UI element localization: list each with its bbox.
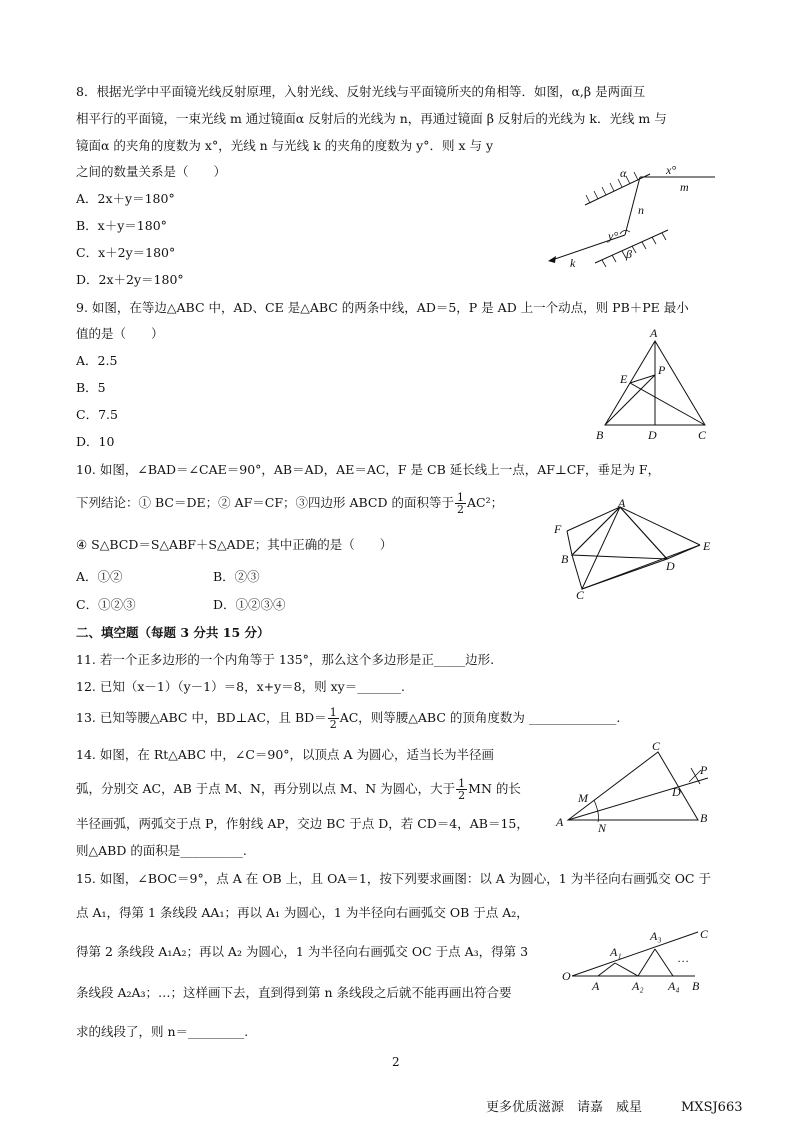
q14-label-b: B <box>700 811 708 825</box>
q8-label-alpha: α <box>620 166 627 180</box>
q14-label-c: C <box>652 739 661 753</box>
q8-line1: 8．根据光学中平面镜光线反射原理，入射光线、反射光线与平面镜所夹的角相等．如图，α,β 是两面互 <box>76 84 646 99</box>
q14-label-m: M <box>578 791 588 805</box>
q9-label-d: D <box>648 428 657 442</box>
page-number: 2 <box>392 1055 400 1069</box>
q8-line4: 之间的数量关系是（ ） <box>76 164 227 179</box>
q10-frac-top: 1 <box>457 491 464 504</box>
section-fill-in-title: 二、填空题（每题 3 分共 15 分） <box>76 625 270 640</box>
q8-label-n: n <box>638 203 644 217</box>
q10-option-d: D．①②③④ <box>213 597 286 612</box>
q8-option-c: C．x＋2y＝180° <box>76 245 176 260</box>
q8-line3: 镜面α 的夹角的度数为 x°，光线 n 与光线 k 的夹角的度数为 y°．则 x 与 y <box>76 138 494 153</box>
q10-label-d: D <box>666 559 675 573</box>
q14-line2-post: MN 的长 <box>468 781 521 796</box>
q10-label-a: A <box>618 496 626 510</box>
q13-text <box>76 705 620 731</box>
q10-fraction <box>455 492 466 515</box>
q8-mirror-figure <box>540 160 720 270</box>
q14-fraction <box>456 778 467 801</box>
q11-text: 11. 若一个正多边形的一个内角等于 135°，那么这个多边形是正_____边形. <box>76 652 495 667</box>
q14-label-p: P <box>700 763 708 777</box>
footer-text: 更多优质滋源 请嘉 威星 MXSJ663 <box>486 1100 743 1115</box>
q15-label-a3: A₃ <box>650 929 662 943</box>
q9-option-c: C．7.5 <box>76 407 118 422</box>
q10-line2-pre: 下列结论：① BC＝DE；② AF＝CF；③四边形 ABCD 的面积等于 <box>76 495 454 510</box>
q9-label-e: E <box>620 372 628 386</box>
q10-label-b: B <box>561 552 569 566</box>
q10-label-e: E <box>703 539 711 553</box>
q8-option-a: A．2x＋y＝180° <box>76 191 175 206</box>
q9-option-d: D．10 <box>76 434 115 449</box>
q14-line3: 半径画弧，两弧交于点 P，作射线 AP，交边 BC 于点 D，若 CD＝4，AB＝15， <box>76 816 529 831</box>
q8-label-beta: β <box>626 247 632 261</box>
q8-label-y: y° <box>608 229 619 243</box>
q8-label-k: k <box>570 256 576 270</box>
q9-line1: 9. 如图，在等边△ABC 中，AD、CE 是△ABC 的两条中线，AD＝5，P 是 AD 上一个动点，则 PB＋PE 最小 <box>76 300 689 315</box>
q10-frac-bottom: 2 <box>457 503 464 516</box>
q8-label-x: x° <box>666 163 677 177</box>
q15-line5: 求的线段了，则 n＝_________. <box>76 1024 249 1039</box>
q13-frac-bottom: 2 <box>329 718 337 731</box>
q13-frac-top: 1 <box>329 706 337 719</box>
q14-label-d: D <box>672 785 681 799</box>
q9-option-b: B．5 <box>76 380 106 395</box>
q14-figure <box>548 738 718 838</box>
q10-label-f: F <box>554 522 562 536</box>
q14-label-a: A <box>556 815 564 829</box>
q8-label-m: m <box>680 180 689 194</box>
q13-pre: 13. 已知等腰△ABC 中，BD⊥AC，且 BD＝ <box>76 710 327 725</box>
q15-line4: 条线段 A₂A₃；…；这样画下去，直到得到第 n 条线段之后就不能再画出符合要 <box>76 985 512 1000</box>
q10-line2-post: AC²； <box>467 495 504 510</box>
q9-option-a: A．2.5 <box>76 353 118 368</box>
q15-line2: 点 A₁，得第 1 条线段 AA₁；再以 A₁ 为圆心，1 为半径向右画弧交 OB 于点 A₂， <box>76 905 529 920</box>
q10-figure <box>545 495 715 605</box>
q15-label-o: O <box>562 969 571 983</box>
q10-option-b: B．②③ <box>213 569 260 584</box>
q9-label-a: A <box>650 326 658 340</box>
q15-figure <box>560 910 720 1005</box>
q15-label-a: A <box>592 979 600 993</box>
q8-option-b: B．x＋y＝180° <box>76 218 167 233</box>
q15-label-b: B <box>692 979 700 993</box>
q9-label-p: P <box>658 363 666 377</box>
q15-line1: 15. 如图，∠BOC＝9°，点 A 在 OB 上，且 OA＝1，按下列要求画图：以 A 为圆心，1 为半径向右画弧交 OC 于 <box>76 871 711 886</box>
q9-label-c: C <box>698 428 707 442</box>
q10-line1: 10. 如图，∠BAD＝∠CAE＝90°，AB＝AD，AE＝AC，F 是 CB 延长线上一点，AF⊥CF，垂足为 F， <box>76 462 661 477</box>
q8-line2: 相平行的平面镜，一束光线 m 通过镜面α 反射后的光线为 n，再通过镜面 β 反射后的光线为 k．光线 m 与 <box>76 111 667 126</box>
q13-fraction <box>328 707 339 730</box>
q14-frac-bottom: 2 <box>458 789 466 802</box>
q8-option-d: D．2x＋2y＝180° <box>76 272 184 287</box>
q9-label-b: B <box>596 428 604 442</box>
q13-post: AC，则等腰△ABC 的顶角度数为 ______________. <box>339 710 621 725</box>
q10-line3: ④ S△BCD＝S△ABF＋S△ADE；其中正确的是（ ） <box>76 537 393 552</box>
q10-option-a: A．①② <box>76 569 123 584</box>
q15-line3: 得第 2 条线段 A₁A₂；再以 A₂ 为圆心，1 为半径向右画弧交 OC 于点 A₃，得第 3 <box>76 944 529 959</box>
q10-option-c: C．①②③ <box>76 597 136 612</box>
q15-label-a2: A₂ <box>632 979 644 993</box>
q15-label-dots: … <box>678 951 689 965</box>
q14-line4: 则△ABD 的面积是__________. <box>76 843 247 858</box>
q14-line2 <box>76 776 521 802</box>
q15-label-c: C <box>700 927 709 941</box>
q14-label-n: N <box>598 821 607 835</box>
q10-line2 <box>76 490 503 516</box>
q9-triangle-figure <box>590 325 720 447</box>
q12-text: 12. 已知（x－1）（y－1）＝8，x+y＝8，则 xy＝_______. <box>76 679 405 694</box>
q15-label-a4: A₄ <box>668 979 680 993</box>
q14-frac-top: 1 <box>458 777 466 790</box>
q10-label-c: C <box>576 588 585 602</box>
q9-line2: 值的是（ ） <box>76 326 164 341</box>
q14-line1: 14. 如图，在 Rt△ABC 中，∠C＝90°，以顶点 A 为圆心，适当长为半径画 <box>76 747 495 762</box>
q14-line2-pre: 弧，分别交 AC，AB 于点 M、N，再分别以点 M、N 为圆心，大于 <box>76 781 456 796</box>
q15-label-a1: A₁ <box>610 945 622 959</box>
